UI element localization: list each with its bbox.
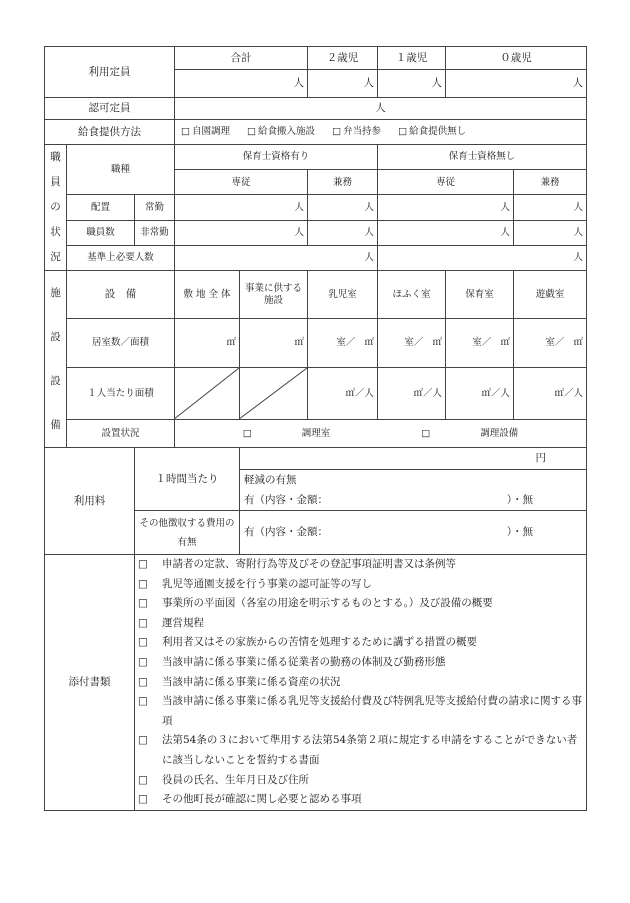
checkbox-icon: □ [138, 675, 148, 688]
install-status-options [175, 419, 587, 447]
application-form-sheet [44, 46, 586, 811]
unit-label: 室／ [404, 337, 424, 349]
col-play-room: 遊戯室 [514, 271, 587, 319]
unit-label: 人 [572, 77, 583, 90]
meal-option-none[interactable] [398, 126, 466, 137]
col-nursery-room: 保育室 [446, 271, 514, 319]
unit-label: ㎡ [226, 337, 236, 349]
checkbox-icon: □ [247, 126, 257, 138]
staff-section-label: 職 員 の 状 況 [45, 145, 67, 271]
unit-label: 人 [293, 77, 304, 90]
staff-unqualified-header: 保育士資格無し [378, 145, 587, 170]
fees-label: 利用料 [45, 448, 135, 555]
unit-label: 室／ [472, 337, 492, 349]
regular-qualified-dual-field[interactable] [308, 195, 378, 220]
checkbox-icon: □ [138, 793, 148, 806]
equipment-label: 設 備 [67, 271, 175, 319]
regular-qualified-fulltime-field[interactable] [175, 195, 308, 220]
unit-label: 人 [431, 77, 442, 90]
capacity-age2-field[interactable] [308, 70, 378, 98]
regular-unqualified-dual-field[interactable] [514, 195, 587, 220]
checkbox-icon: □ [138, 616, 148, 629]
unit-label: ㎡／人 [413, 387, 442, 399]
meal-option-own-kitchen[interactable] [181, 126, 230, 137]
attachment-item[interactable]: □ 申請者の定款、寄附行為等及びその登記事項証明書又は条例等 [138, 555, 583, 575]
qualified-dual-header: 兼務 [308, 170, 378, 195]
required-staff-label: 基準上必要人数 [67, 245, 175, 270]
crawling-room-field[interactable] [378, 319, 446, 368]
placement-label: 配置 [67, 195, 135, 220]
checkbox-icon: □ [138, 773, 148, 786]
nonregular-qualified-dual-field[interactable] [308, 220, 378, 245]
option-label: 弁当持参 [343, 126, 382, 138]
meal-options [175, 120, 587, 145]
option-label: 調理設備 [480, 427, 519, 439]
per-person-area-label: １人当たり面積 [67, 368, 175, 419]
facility-section-label: 施 設 設 備 [45, 271, 67, 448]
col-infant-room: 乳児室 [308, 271, 378, 319]
capacity-total-field[interactable] [175, 70, 308, 98]
unit-label: ㎡ [432, 337, 442, 349]
checkbox-icon: □ [138, 577, 148, 590]
nonregular-unqualified-dual-field[interactable] [514, 220, 587, 245]
infant-room-per-person-field[interactable] [308, 368, 378, 419]
install-option-kitchen[interactable] [221, 428, 353, 439]
checkbox-icon: □ [332, 126, 342, 138]
unit-label: ㎡／人 [481, 387, 510, 399]
col-whole-site: 敷 地 全 体 [175, 271, 240, 319]
checkbox-icon: □ [138, 734, 148, 747]
whole-site-area-field[interactable] [175, 319, 240, 368]
licensed-label: 認可定員 [45, 98, 175, 120]
unqualified-fulltime-header: 専従 [378, 170, 514, 195]
meal-option-delivered[interactable] [247, 126, 315, 137]
unit-label: ㎡ [294, 337, 304, 349]
attachments-label: 添付書類 [45, 555, 135, 811]
nursery-room-field[interactable] [446, 319, 514, 368]
reduction-label: 軽減の有無 [244, 474, 297, 486]
application-form-table [44, 46, 587, 811]
required-unqualified-field[interactable] [378, 245, 587, 270]
checkbox-icon: □ [242, 427, 252, 439]
unit-label: 人 [363, 77, 374, 90]
install-status-label: 設置状況 [67, 419, 175, 447]
unit-label: 円 [535, 452, 546, 465]
staff-type-label: 職種 [67, 145, 175, 195]
capacity-header-age2: ２歳児 [308, 47, 378, 70]
play-room-per-person-field[interactable] [514, 368, 587, 419]
col-crawling-room: ほふく室 [378, 271, 446, 319]
required-qualified-field[interactable] [175, 245, 378, 270]
regular-label: 常勤 [135, 195, 175, 220]
unit-label: 人 [364, 201, 374, 213]
whole-site-per-person-na [175, 368, 240, 419]
capacity-age0-field[interactable] [446, 70, 587, 98]
other-fees-choice: 有（内容・金額： ）・無 [244, 526, 533, 539]
unit-label: 人 [364, 252, 374, 264]
unit-label: 室／ [545, 337, 565, 349]
nonregular-qualified-fulltime-field[interactable] [175, 220, 308, 245]
attachment-item[interactable]: □ 当該申請に係る事業に係る資産の状況 [138, 673, 583, 693]
diagonal-line-icon [240, 368, 307, 418]
staff-qualified-header: 保育士資格有り [175, 145, 378, 170]
unit-label: 室／ [336, 337, 356, 349]
unit-label: ㎡ [573, 337, 583, 349]
install-option-cooking-equipment[interactable] [399, 428, 540, 439]
attachments-list [135, 555, 587, 811]
attachment-item[interactable]: □ 役員の氏名、生年月日及び住所 [138, 771, 583, 791]
capacity-header-age0: ０歳児 [446, 47, 587, 70]
rooms-area-label: 居室数／面積 [67, 319, 175, 368]
capacity-age1-field[interactable] [378, 70, 446, 98]
checkbox-icon: □ [138, 597, 148, 610]
unit-label: 人 [364, 226, 374, 238]
diagonal-line-icon [175, 368, 239, 418]
other-fees-field[interactable] [240, 511, 587, 555]
reduction-field[interactable] [240, 470, 587, 511]
licensed-field[interactable] [175, 98, 587, 120]
unit-label: 人 [573, 201, 583, 213]
option-label: 自園調理 [191, 126, 230, 138]
unit-label: 人 [500, 201, 510, 213]
play-room-field[interactable] [514, 319, 587, 368]
unit-label: ㎡／人 [554, 387, 583, 399]
attachment-item[interactable]: □ 運営規程 [138, 614, 583, 634]
business-facility-area-field[interactable] [240, 319, 308, 368]
nonregular-label: 非常勤 [135, 220, 175, 245]
checkbox-icon: □ [398, 126, 408, 138]
checkbox-icon: □ [181, 126, 190, 138]
nursery-room-per-person-field[interactable] [446, 368, 514, 419]
checkbox-icon: □ [138, 636, 148, 649]
hourly-fee-field[interactable] [240, 448, 587, 470]
meal-option-packed-lunch[interactable] [332, 126, 381, 137]
unit-label: 人 [294, 201, 304, 213]
unit-label: ㎡ [500, 337, 510, 349]
crawling-room-per-person-field[interactable] [378, 368, 446, 419]
capacity-label: 利用定員 [45, 47, 175, 98]
hourly-label: １時間当たり [135, 448, 240, 511]
unit-label: 人 [500, 226, 510, 238]
unit-label: 人 [294, 226, 304, 238]
attachment-item[interactable]: □ 乳児等通園支援を行う事業の認可証等の写し [138, 575, 583, 595]
unit-label: 人 [573, 252, 583, 264]
infant-room-field[interactable] [308, 319, 378, 368]
attachment-item[interactable]: □ 当該申請に係る事業に係る従業者の勤務の体制及び勤務形態 [138, 653, 583, 673]
staff-count-label: 職員数 [67, 220, 135, 245]
other-fees-label: その他徴収する費用の有無 [135, 511, 240, 555]
regular-unqualified-fulltime-field[interactable] [378, 195, 514, 220]
unit-label: 人 [573, 226, 583, 238]
qualified-fulltime-header: 専従 [175, 170, 308, 195]
unqualified-dual-header: 兼務 [514, 170, 587, 195]
col-business-facility: 事業に供する施設 [240, 271, 308, 319]
reduction-choice: 有（内容・金額： ）・無 [244, 494, 533, 506]
attachment-item[interactable]: □ 法第54条の３において準用する法第54条第２項に規定する申請をすることができない者に該当しないことを誓約する書面 [138, 731, 583, 770]
checkbox-icon: □ [138, 695, 148, 708]
business-facility-per-person-na [240, 368, 308, 419]
unit-label: ㎡ [364, 337, 374, 349]
attachment-item[interactable]: □ 事業所の平面図（各室の用途を明示するものとする。）及び設備の概要 [138, 594, 583, 614]
nonregular-unqualified-fulltime-field[interactable] [378, 220, 514, 245]
checkbox-icon: □ [138, 558, 148, 570]
option-label: 給食搬入施設 [258, 126, 316, 138]
option-label: 調理室 [301, 427, 331, 439]
unit-label: 人 [375, 102, 386, 115]
attachment-item[interactable]: □ 利用者又はその家族からの苦情を処理するために講ずる措置の概要 [138, 633, 583, 653]
checkbox-icon: □ [421, 427, 431, 439]
capacity-header-age1: １歳児 [378, 47, 446, 70]
capacity-header-total: 合計 [175, 47, 308, 70]
attachment-item[interactable]: □ その他町長が確認に関し必要と認める事項 [138, 790, 583, 810]
unit-label: ㎡／人 [345, 387, 374, 399]
option-label: 給食提供無し [409, 126, 467, 138]
meal-label: 給食提供方法 [45, 120, 175, 145]
checkbox-icon: □ [138, 655, 148, 668]
attachment-item[interactable]: □ 当該申請に係る事業に係る乳児等支援給付費及び特例乳児等支援給付費の請求に関する事項 [138, 692, 583, 731]
